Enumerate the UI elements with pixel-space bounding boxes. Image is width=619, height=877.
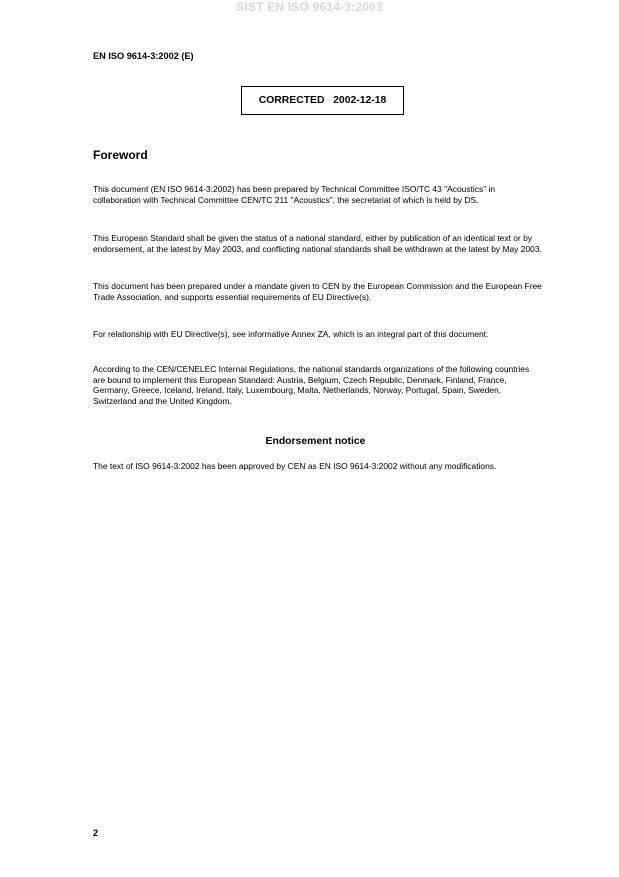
- watermark: SIST EN ISO 9614-3:2003: [236, 0, 383, 14]
- corrected-box: [241, 86, 404, 115]
- endorsement-heading: Endorsement notice: [265, 436, 366, 447]
- foreword-paragraph: This European Standard shall be given the status of a national standard, either by publication of an identical text or by endorsement, at the latest by May 2003, and conflicting national standards shall be withdrawn at the latest by May 2003.: [93, 233, 542, 254]
- foreword-heading: Foreword: [93, 148, 148, 162]
- foreword-paragraph: This document has been prepared under a mandate given to CEN by the European Commission and the European Free Trade Association, and supports essential requirements of EU Directive(s).: [93, 281, 542, 302]
- corrected-label: CORRECTED 2002-12-18: [258, 95, 387, 106]
- foreword-paragraph: According to the CEN/CENELEC Internal Regulations, the national standards organizations of the following countries are bound to implement this European Standard: Austria, Belgium, Czech Republic, Denmark, Finland, France, Germany, Greece, Iceland, Ireland, Italy, Luxembourg, Malta, Netherlands, Norway, Portugal, Spain, Sweden, Switzerland and the United Kingdom.: [93, 364, 530, 406]
- document-id: EN ISO 9614-3:2002 (E): [93, 51, 194, 61]
- endorsement-paragraph: The text of ISO 9614-3:2002 has been approved by CEN as EN ISO 9614-3:2002 without any modifications.: [93, 461, 497, 471]
- foreword-paragraph: For relationship with EU Directive(s), see informative Annex ZA, which is an integral part of this document.: [93, 329, 489, 339]
- foreword-paragraph: This document (EN ISO 9614-3:2002) has been prepared by Technical Committee ISO/TC 43 "Acoustics" in collaboration with Technical Committee CEN/TC 211 "Acoustics", the secretariat of which is held by DS.: [93, 184, 496, 205]
- page-number: 2: [93, 828, 99, 838]
